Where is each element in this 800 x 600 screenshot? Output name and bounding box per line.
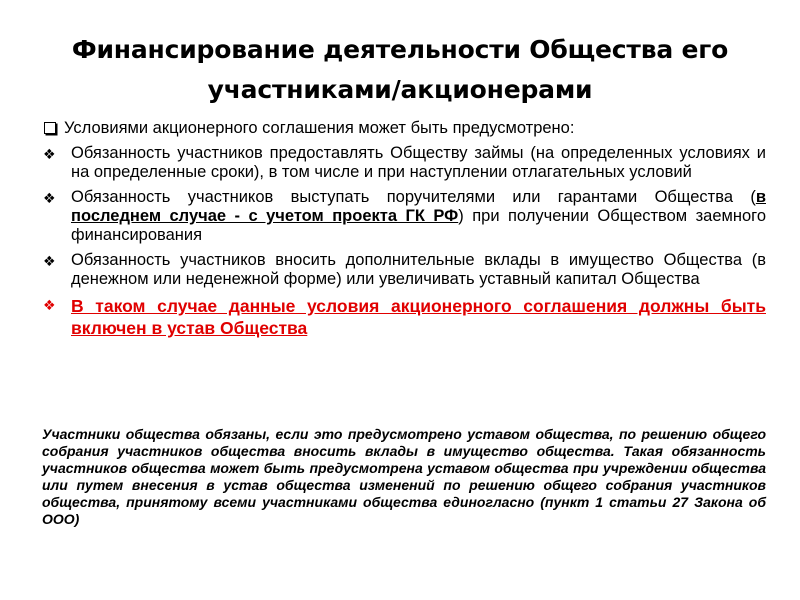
diamond-bullet-icon: ❖ [43, 146, 56, 162]
intro-text: Условиями акционерного соглашения может быть предусмотрено: [64, 119, 575, 137]
intro-line [42, 118, 766, 138]
diamond-bullet-icon: ❖ [43, 297, 56, 313]
bullet-text [71, 188, 766, 245]
bullet-text: Обязанность участников вносить дополнительные вклады в имущество Общества (в денежном или неденежной форме) или увеличивать уставный капитал Общества [71, 251, 766, 288]
slide-title-line-1: Финансирование деятельности Общества его [71, 35, 729, 64]
checkbox-square-bullet-icon [44, 122, 56, 134]
slide-title [40, 30, 760, 110]
list-item [42, 251, 766, 289]
list-item [42, 144, 766, 182]
diamond-bullet-icon: ❖ [43, 190, 56, 206]
list-item [42, 188, 766, 245]
diamond-bullet-icon: ❖ [43, 253, 56, 269]
bullet-text-emphasis: в последнем случае - с учетом проекта ГК РФ [71, 188, 766, 225]
list-item-highlight [42, 295, 766, 339]
bullet-list [42, 144, 766, 339]
bullet-text-highlight: В таком случае данные условия акционерного соглашения должны быть включен в устав Общества [71, 296, 766, 338]
slide-title-line-2: участниками/акционерами [207, 75, 593, 104]
legal-note: Участники общества обязаны, если это предусмотрено уставом общества, по решению общего собрания участников общества вносить вклады в имущество общества. Такая обязанность участников общества может быть предусмотрена уставом общества при учреждении общества или путем внесения в устав общества изменений по решению общего собрания участников общества, принятому всеми участниками общества единогласно (пункт 1 статьи 27 Закона об ООО) [42, 426, 766, 527]
slide-content [42, 118, 766, 345]
bullet-text-before: Обязанность участников выступать поручителями или гарантами Общества ( [71, 188, 756, 206]
bullet-text-after: ) при получении Обществом заемного финансирования [71, 207, 766, 244]
bullet-text: Обязанность участников предоставлять Обществу займы (на определенных условиях и на определенные сроки), в том числе и при наступлении отлагательных условий [71, 144, 766, 181]
